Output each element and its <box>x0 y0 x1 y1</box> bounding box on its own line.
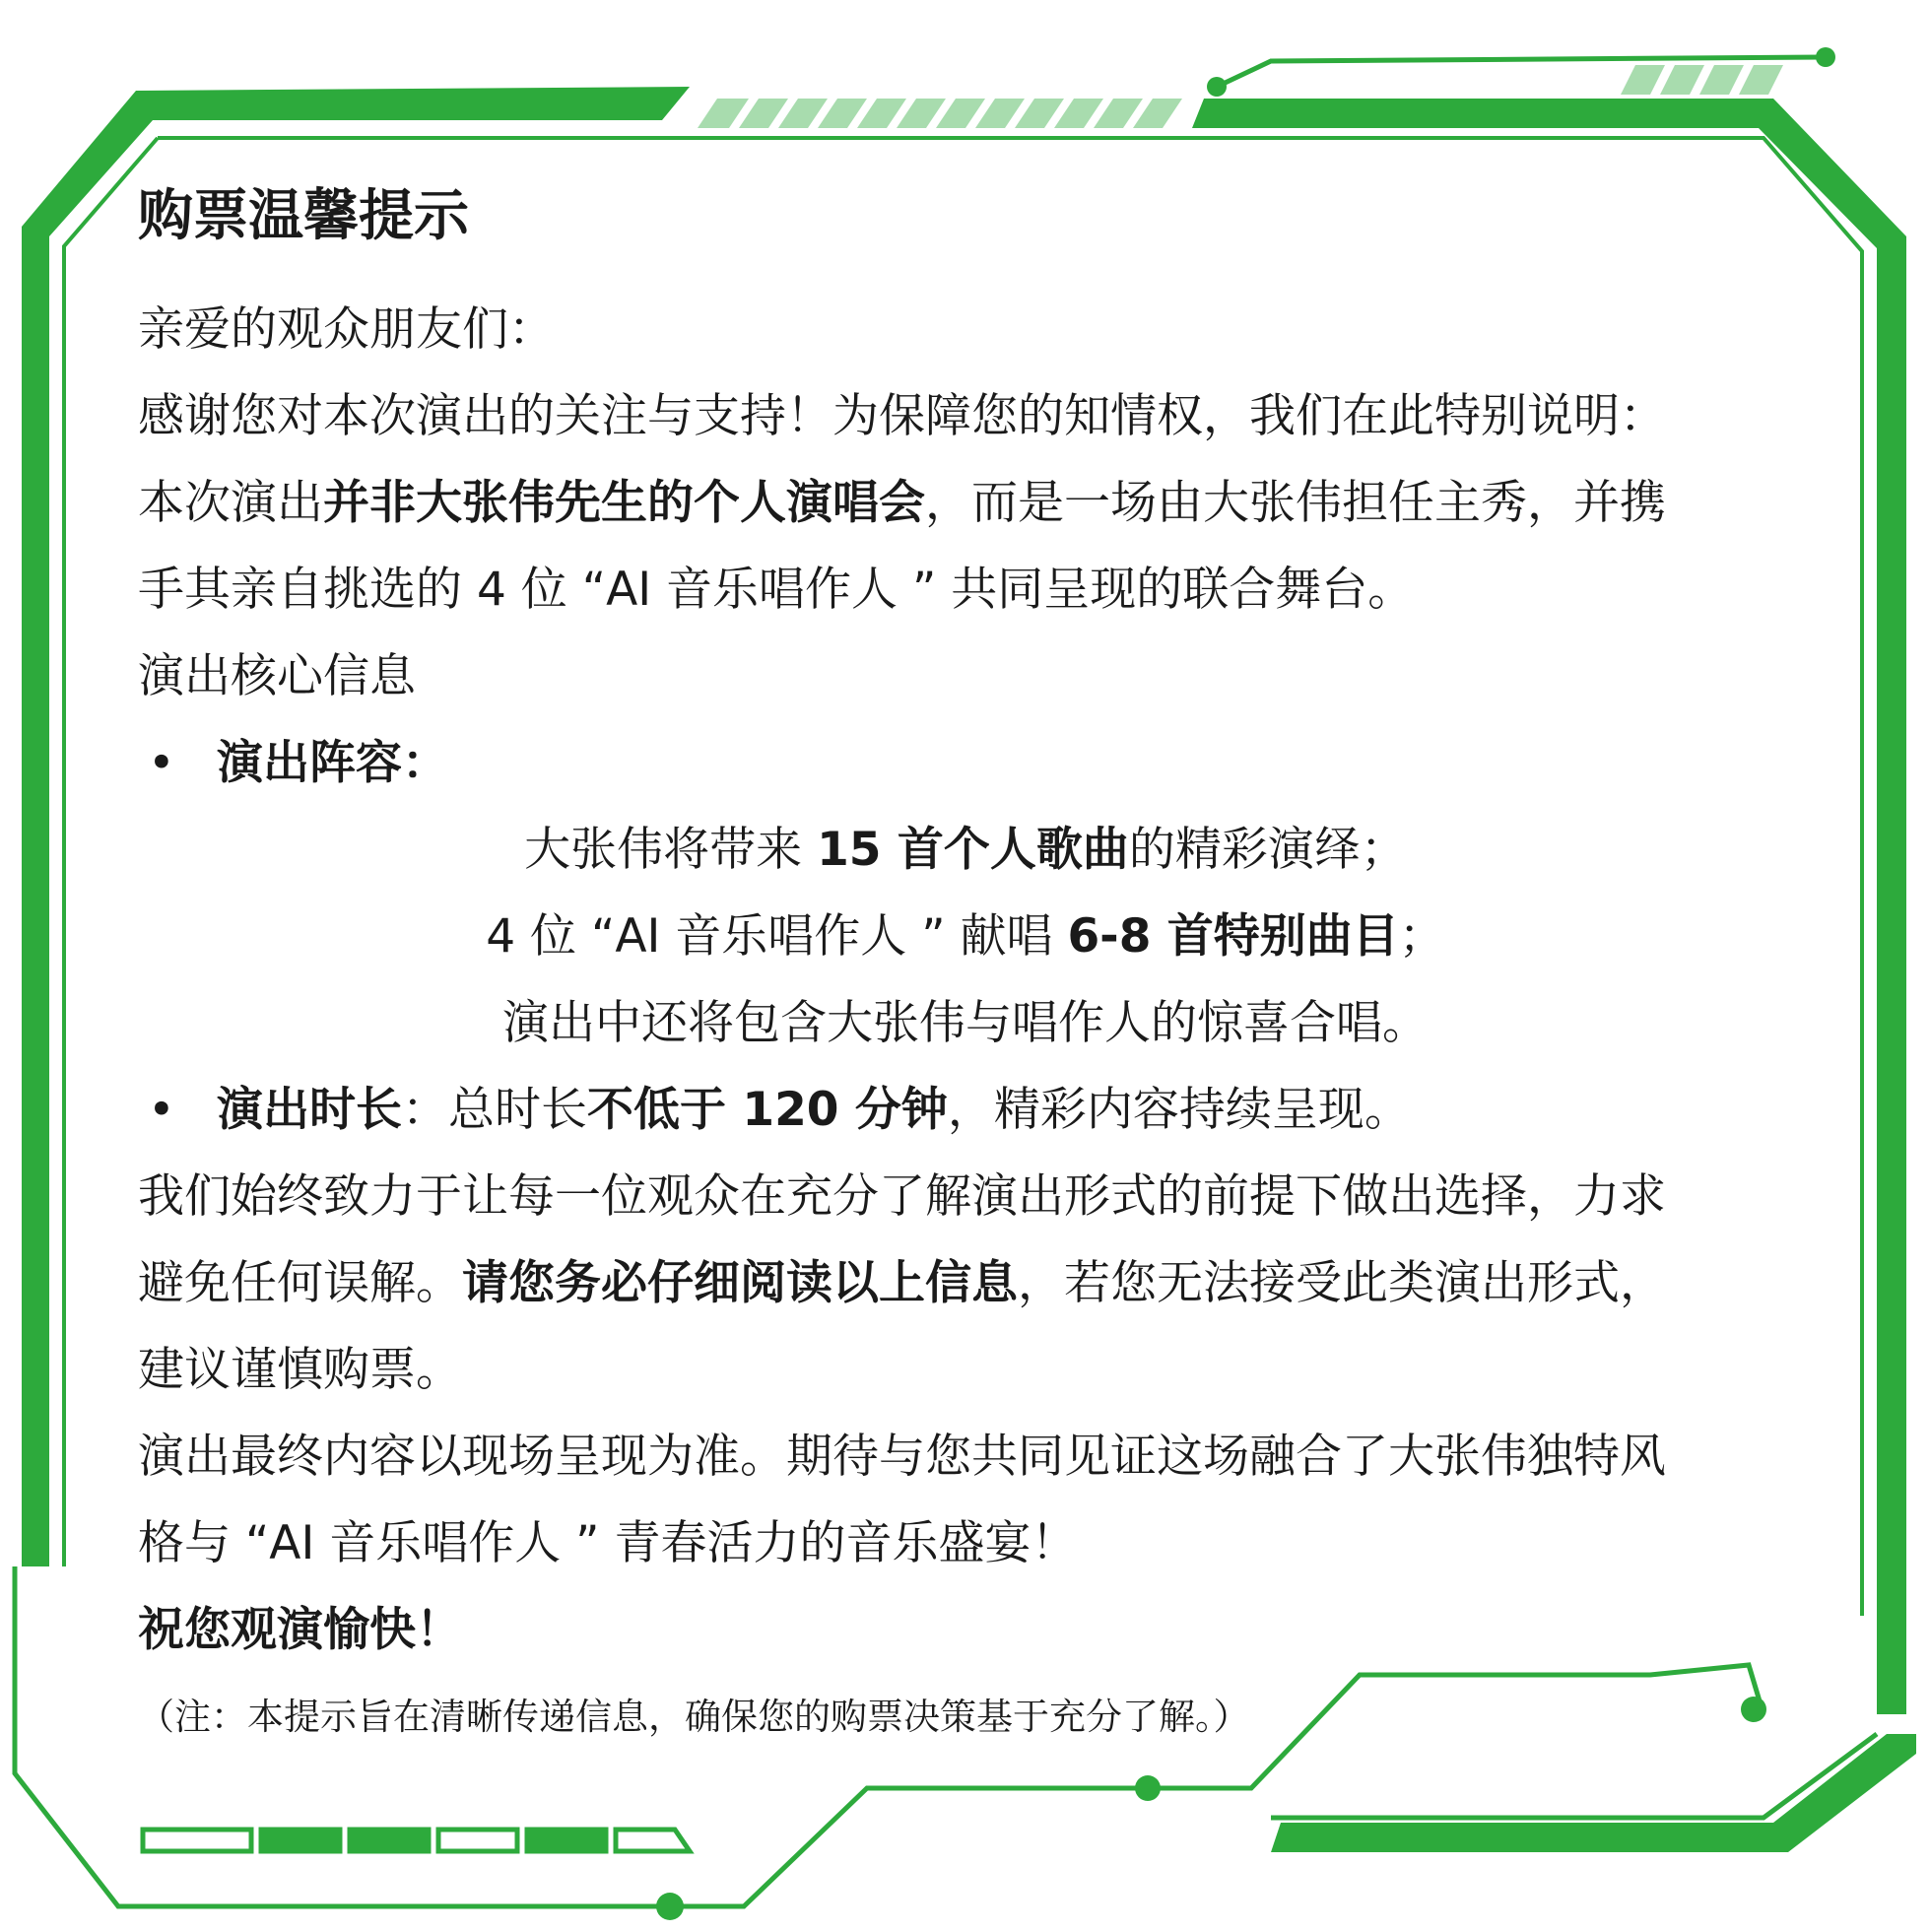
commit-line-2 <box>138 1254 1666 1313</box>
lineup-item-1-bold: 15 首个人歌曲 <box>817 823 1129 877</box>
lineup-item-3: 演出中还将包含大张伟与唱作人的惊喜合唱。 <box>502 996 1429 1050</box>
frame-top-right-stripes <box>1621 65 1783 95</box>
duration-bullet <box>148 1081 1411 1140</box>
duration-bold: 不低于 120 分钟 <box>587 1083 948 1137</box>
clarify-bold: 并非大张伟先生的个人演唱会 <box>323 476 925 530</box>
intro-line: 感谢您对本次演出的关注与支持！为保障您的知情权，我们在此特别说明： <box>138 389 1666 443</box>
clarify-line-2: 手其亲自挑选的 4 位 “AI 音乐唱作人 ” 共同呈现的联合舞台。 <box>138 563 1415 617</box>
commit-prefix: 避免任何误解。 <box>138 1256 462 1310</box>
footnote: （注：本提示旨在清晰传递信息，确保您的购票决策基于充分了解。） <box>138 1696 1250 1738</box>
lineup-bullet <box>148 734 448 793</box>
frame-bottom-right-bar <box>1271 1734 1916 1852</box>
clarify-line <box>138 474 1666 533</box>
lineup-item-2-bold: 6-8 首特别曲目 <box>1067 909 1399 964</box>
lineup-item-1-prefix: 大张伟将带来 <box>524 823 818 877</box>
lineup-item-2 <box>138 907 1793 966</box>
lineup-item-1 <box>138 821 1793 880</box>
clarify-suffix: ，而是一场由大张伟担任主秀，并携 <box>925 476 1666 530</box>
lineup-item-2-prefix: 4 位 “AI 音乐唱作人 ” 献唱 <box>486 909 1068 964</box>
closing-line: 祝您观演愉快！ <box>138 1603 462 1657</box>
notice-title: 购票温馨提示 <box>138 184 469 248</box>
frame-top-stripes <box>698 99 1182 128</box>
duration-label: 演出时长 <box>217 1083 402 1137</box>
lineup-item-1-suffix: 的精彩演绎； <box>1128 823 1407 877</box>
duration-mid: ：总时长 <box>402 1083 587 1137</box>
lineup-label: 演出阵容： <box>217 736 448 790</box>
section-heading: 演出核心信息 <box>138 649 416 703</box>
final-line-1: 演出最终内容以现场呈现为准。期待与您共同见证这场融合了大张伟独特风 <box>138 1430 1666 1484</box>
greeting: 亲爱的观众朋友们： <box>138 302 555 357</box>
final-line-2: 格与 “AI 音乐唱作人 ” 青春活力的音乐盛宴！ <box>138 1516 1078 1570</box>
bullet-dot: • <box>148 736 175 790</box>
lineup-item-2-suffix: ； <box>1398 909 1445 964</box>
commit-bold: 请您务必仔细阅读以上信息 <box>462 1256 1018 1310</box>
commit-suffix: ，若您无法接受此类演出形式， <box>1018 1256 1666 1310</box>
frame-bottom-boxes <box>143 1830 690 1851</box>
bullet-dot: • <box>148 1083 175 1137</box>
commit-line-3: 建议谨慎购票。 <box>138 1343 462 1397</box>
clarify-prefix: 本次演出 <box>138 476 323 530</box>
duration-suffix: ，精彩内容持续呈现。 <box>947 1083 1411 1137</box>
commit-line-1: 我们始终致力于让每一位观众在充分了解演出形式的前提下做出选择，力求 <box>138 1169 1666 1224</box>
